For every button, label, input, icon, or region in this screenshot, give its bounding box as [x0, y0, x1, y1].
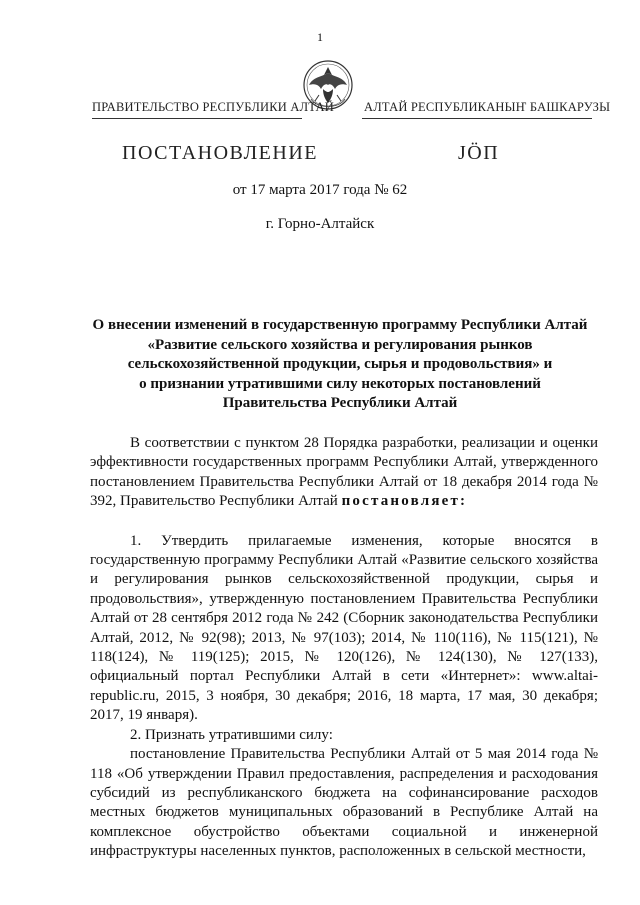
document-body — [90, 434, 598, 862]
item-2-paragraph: 2. Признать утратившими силу: — [130, 726, 333, 743]
title-line: о признании утратившими силу некоторых постановлений — [139, 375, 541, 392]
header-organizations — [92, 100, 611, 118]
header-org-altai: АЛТАЙ РЕСПУБЛИКАНЫҤ БАШКАРУЗЫ — [364, 100, 611, 114]
preamble-text: В соответствии с пунктом 28 Порядка разработки, реализации и оценки эффективности государственных программ Республики Алтай, утвержденного постановлением Правительства Республики Алтай от 18 декабря 2014 года № 392, Правительство Республики Алтай — [90, 435, 598, 510]
preamble-paragraph — [90, 434, 598, 512]
doctype-altai: ЈӦП — [458, 142, 500, 164]
document-date: от 17 марта 2017 года № 62 — [232, 182, 408, 198]
item-2a-paragraph: постановление Правительства Республики Алтай от 5 мая 2014 года № 118 «Об утверждении Правил предоставления, распределения и расходования субсидий из республиканского бюджета на софинансирование расходов местных бюджетов муниципальных образований в Республике Алтай на комплексное обустройство объектами социальной и инженерной инфраструктуры населенных пунктов, расположенных в сельской местности, — [90, 746, 598, 860]
header-org-russian: ПРАВИТЕЛЬСТВО РЕСПУБЛИКИ АЛТАЙ — [92, 100, 334, 114]
item-1-paragraph: 1. Утвердить прилагаемые изменения, которые вносятся в государственную программу Республики Алтай «Развитие сельского хозяйства и регулирования рынков сельскохозяйственной продукции, сырья и продовольствия», утвержденную постановлением Правительства Республики Алтай от 28 сентября 2012 года № 242 (Сборник законодательства Республики Алтай, 2012, № 92(98); 2013, № 97(103); 2014, № 110(116), № 115(121), № 118(124), № 119(125); 2015, № 120(126), № 124(130), № 127(133), официальный портал Республики Алтай в сети «Интернет»: www.altai-republic.ru, 2015, 3 ноября, 30 декабря; 2016, 18 марта, 17 мая, 30 декабря; 2017, 19 января). — [90, 532, 598, 724]
title-line: Правительства Республики Алтай — [222, 395, 458, 411]
header-rule-left — [92, 118, 302, 119]
title-line: сельскохозяйственной продукции, сырья и продовольствия» и — [127, 356, 553, 372]
header-rule-right — [362, 118, 592, 119]
title-line: О внесении изменений в государственную программу Республики Алтай — [92, 317, 588, 333]
document-title — [70, 316, 610, 414]
decree-word: постановляет: — [341, 493, 468, 510]
doctype-russian: ПОСТАНОВЛЕНИЕ — [122, 142, 318, 164]
document-city: г. Горно-Алтайск — [265, 216, 375, 232]
page-number: 1 — [317, 30, 323, 44]
title-line: «Развитие сельского хозяйства и регулирования рынков — [147, 336, 533, 353]
